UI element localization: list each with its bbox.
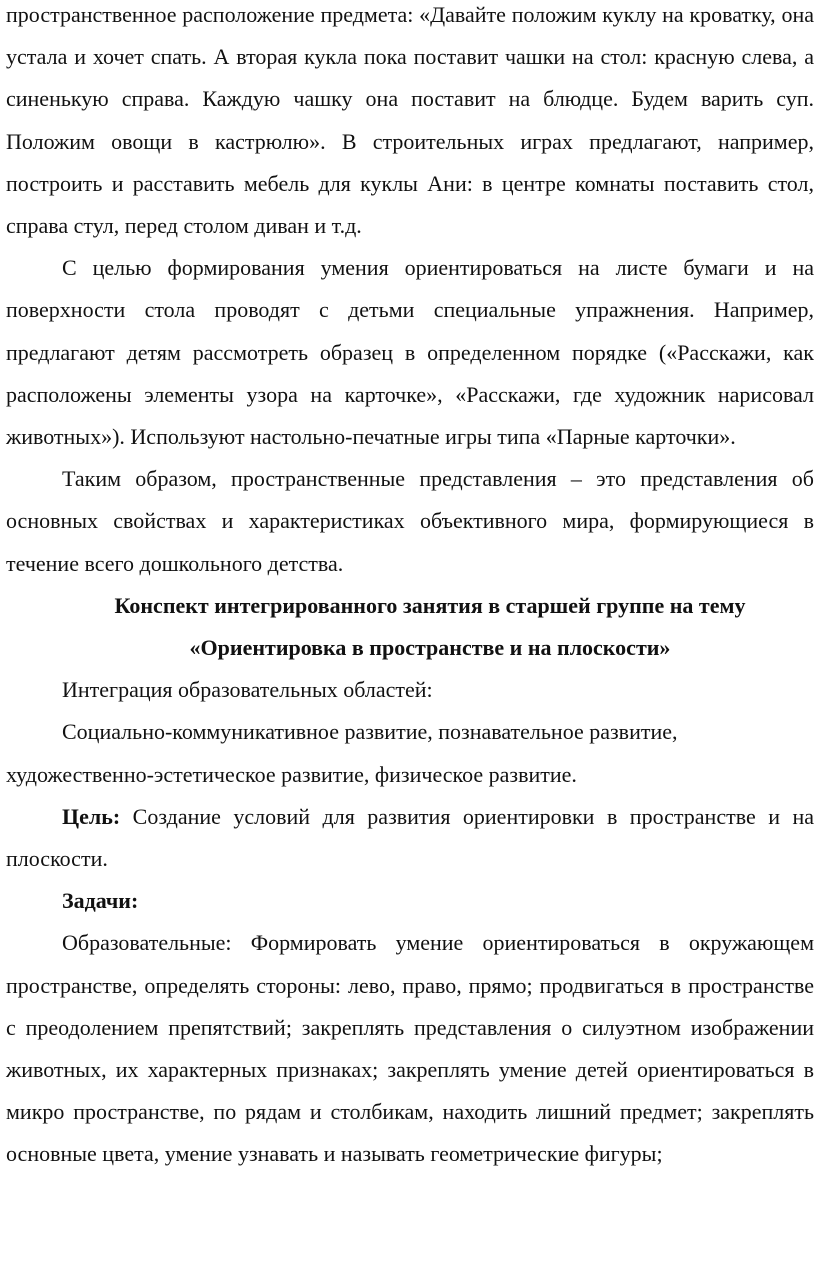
- integration-label: Интеграция образовательных областей:: [62, 677, 433, 703]
- lesson-title-line-2: «Ориентировка в пространстве и на плоскости»: [189, 635, 671, 661]
- paragraph-doll-play: пространственное расположение предмета: «Давайте положим куклу на кроватку, она устала и хочет спать. А вторая кукла пока поставит чашки на стол: красную слева, а синенькую справа. Каждую чашку она поставит на блюдце. Будем варить суп. Положим овощи в кастрюлю». В строительных играх предлагают, например, построить и расставить мебель для куклы Ани: в центре комнаты поставить стол, справа стул, перед столом диван и т.д.: [6, 2, 814, 239]
- lesson-title-line-1: Конспект интегрированного занятия в старшей группе на тему: [114, 592, 746, 618]
- educational-tasks: Образовательные: Формировать умение ориентироваться в окружающем пространстве, определять стороны: лево, право, прямо; продвигаться в пространстве с преодолением препятствий; закреплять представления о силуэтном изображении животных, их характерных признаках; закреплять умение детей ориентироваться в микро пространстве, по рядам и столбикам, находить лишний предмет; закреплять основные цвета, умение узнавать и называть геометрические фигуры;: [6, 930, 814, 1167]
- goal-paragraph: [6, 796, 814, 880]
- goal-text: Создание условий для развития ориентировки в пространстве и на плоскости.: [6, 803, 814, 872]
- paragraph-paper-orientation: С целью формирования умения ориентироваться на листе бумаги и на поверхности стола проводят с детьми специальные упражнения. Например, предлагают детям рассмотреть образец в определенном порядке («Расскажи, как расположены элементы узора на карточке», «Расскажи, где художник нарисовал животных»). Используют настольно-печатные игры типа «Парные карточки».: [6, 255, 814, 450]
- integration-areas: Социально-коммуникативное развитие, познавательное развитие, художественно-эстетическое развитие, физическое развитие.: [6, 719, 678, 787]
- tasks-label: Задачи:: [62, 888, 139, 914]
- paragraph-conclusion: Таким образом, пространственные представления – это представления об основных свойствах и характеристиках объективного мира, формирующиеся в течение всего дошкольного детства.: [6, 466, 814, 576]
- goal-label: Цель:: [62, 803, 121, 829]
